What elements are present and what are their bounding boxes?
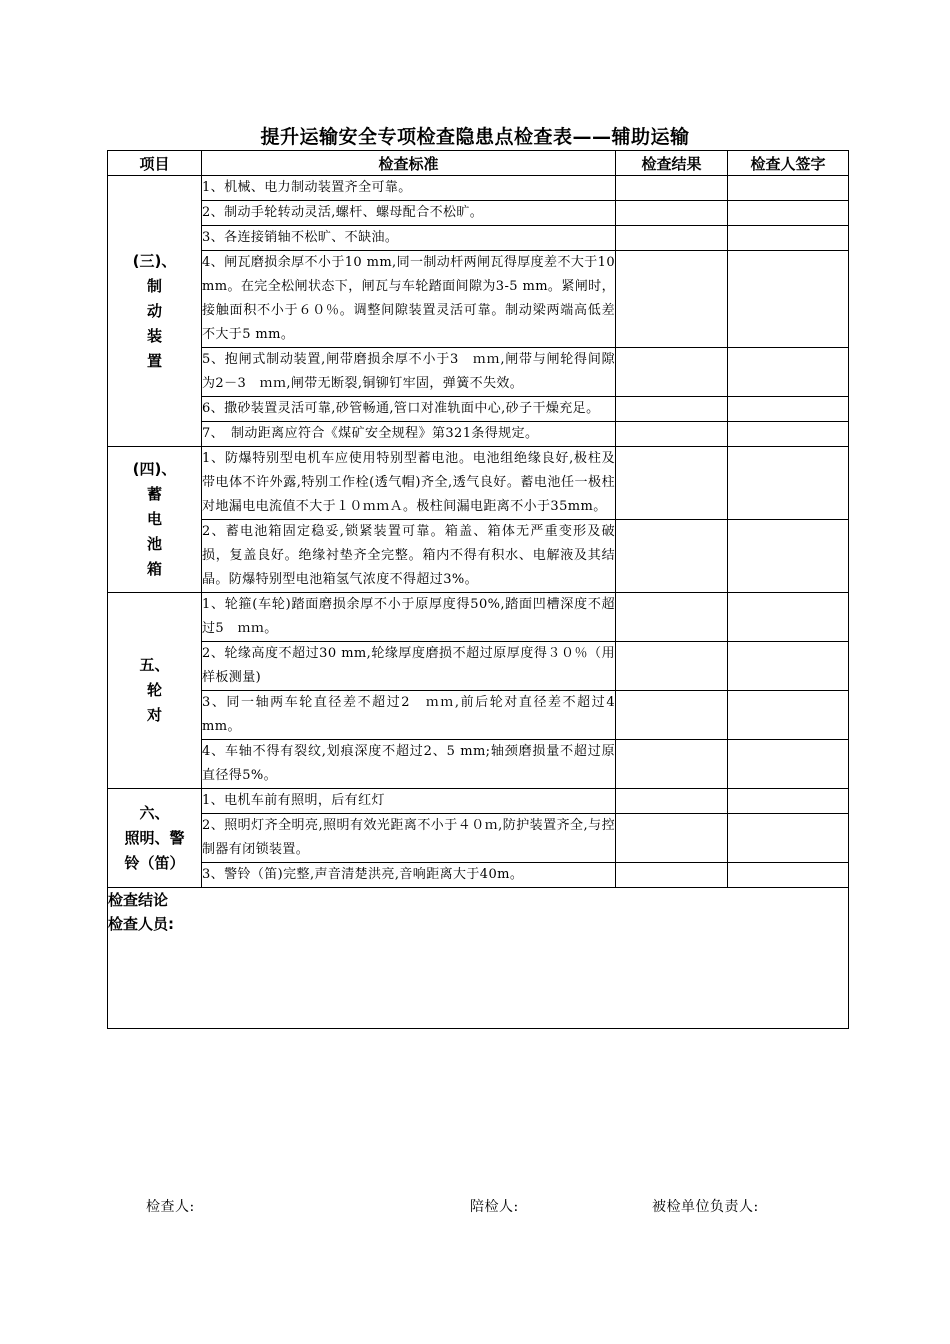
section-label-line: 五、 [139, 656, 170, 674]
standard-text: 1、电机车前有照明，后有红灯 [202, 789, 616, 814]
section-label-line: 制 [146, 276, 162, 295]
standard-text: 2、蓄电池箱固定稳妥,锁紧装置可靠。箱盖、箱体无严重变形及破损，复盖良好。绝缘衬垫齐全完整。箱内不得有积水、电解液及其结晶。防爆特别型电池箱氢气浓度不得超过3%。 [202, 520, 616, 593]
signature-cell[interactable] [728, 348, 849, 397]
standard-text: 3、各连接销轴不松旷、不缺油。 [202, 226, 616, 251]
signature-cell[interactable] [728, 814, 849, 863]
result-cell[interactable] [616, 691, 728, 740]
table-row [108, 397, 849, 422]
table-row [108, 422, 849, 447]
footer-inspector: 检查人: [146, 1199, 195, 1215]
result-cell[interactable] [616, 447, 728, 520]
standard-text: 4、车轴不得有裂纹,划痕深度不超过2、5 mm;轴颈磨损量不超过原直径得5%。 [202, 740, 616, 789]
section-label-line: 蓄 [146, 485, 162, 503]
footer-unit-head: 被检单位负责人: [652, 1199, 759, 1215]
table-row [108, 348, 849, 397]
section-label-line: 照明、警 [124, 828, 185, 847]
standard-text: 2、照明灯齐全明亮,照明有效光距离不小于４０ｍ,防护装置齐全,与控制器有闭锁装置。 [202, 814, 616, 863]
standard-text: 2、轮缘高度不超过30 mm,轮缘厚度磨损不超过原厚度得３０％（用样板测量) [202, 642, 616, 691]
signature-cell[interactable] [728, 691, 849, 740]
result-cell[interactable] [616, 348, 728, 397]
table-row [108, 447, 849, 520]
header-standard: 检查标准 [202, 151, 616, 176]
table-row [108, 740, 849, 789]
result-cell[interactable] [616, 740, 728, 789]
section-label-line: (四)、 [132, 460, 177, 478]
section-label-line: 池 [146, 535, 162, 553]
standard-text: 4、闸瓦磨损余厚不小于10 mm,同一制动杆两闸瓦得厚度差不大于10 mm。在完全松闸状态下，闸瓦与车轮踏面间隙为3-5 mm。紧闸时，接触面积不小于６０％。调整间隙装置灵活可靠。制动梁两端高低差不大于5 mm。 [202, 251, 616, 348]
table-row [108, 251, 849, 348]
table-row [108, 520, 849, 593]
signature-cell[interactable] [728, 251, 849, 348]
standard-text: 2、制动手轮转动灵活,螺杆、螺母配合不松旷。 [202, 201, 616, 226]
table-row [108, 201, 849, 226]
section-label-line: 铃（笛） [124, 853, 185, 872]
section-label-line: 置 [146, 351, 162, 370]
header-result: 检查结果 [616, 151, 728, 176]
section-label-line: 对 [146, 706, 162, 724]
header-item: 项目 [108, 151, 202, 176]
inspectors-label: 检查人员: [108, 915, 174, 933]
table-row [108, 789, 849, 814]
result-cell[interactable] [616, 251, 728, 348]
page-title: 提升运输安全专项检查隐患点检查表——辅助运输 [260, 126, 690, 148]
table-row [108, 863, 849, 888]
signature-cell[interactable] [728, 740, 849, 789]
result-cell[interactable] [616, 201, 728, 226]
result-cell[interactable] [616, 642, 728, 691]
section-label [108, 789, 202, 888]
result-cell[interactable] [616, 397, 728, 422]
signature-cell[interactable] [728, 593, 849, 642]
footer-accompany: 陪检人: [470, 1199, 519, 1215]
signature-cell[interactable] [728, 226, 849, 251]
section-label-line: 电 [146, 510, 162, 528]
standard-text: 5、抱闸式制动装置,闸带磨损余厚不小于3 ｍｍ,闸带与闸轮得间隙为2－3 ｍｍ,闸带无断裂,铜铆钉牢固，弹簧不失效。 [202, 348, 616, 397]
section-label-line: 六、 [139, 803, 170, 822]
signature-cell[interactable] [728, 642, 849, 691]
result-cell[interactable] [616, 422, 728, 447]
result-cell[interactable] [616, 593, 728, 642]
table-row [108, 642, 849, 691]
section-label [108, 176, 202, 447]
header-signature: 检查人签字 [728, 151, 849, 176]
standard-text: 1、轮箍(车轮)踏面磨损余厚不小于原厚度得50%,踏面凹槽深度不超过5 ｍｍ。 [202, 593, 616, 642]
table-row [108, 814, 849, 863]
standard-text: 7、 制动距离应符合《煤矿安全规程》第321条得规定。 [202, 422, 616, 447]
conclusion-label: 检查结论 [108, 891, 169, 909]
standard-text: 3、同一轴两车轮直径差不超过2 ｍｍ,前后轮对直径差不超过4 mm。 [202, 691, 616, 740]
standard-text: 1、机械、电力制动装置齐全可靠。 [202, 176, 616, 201]
signature-cell[interactable] [728, 176, 849, 201]
table-row [108, 593, 849, 642]
signature-cell[interactable] [728, 422, 849, 447]
signature-cell[interactable] [728, 201, 849, 226]
result-cell[interactable] [616, 814, 728, 863]
conclusion-cell[interactable] [108, 888, 849, 1029]
table-row [108, 691, 849, 740]
signature-cell[interactable] [728, 520, 849, 593]
standard-text: 1、防爆特别型电机车应使用特别型蓄电池。电池组绝缘良好,极柱及带电体不许外露,特别工作栓(透气帽)齐全,透气良好。蓄电池任一极柱对地漏电电流值不大于１０ｍｍＡ。极柱间漏电距离不小于35mm。 [202, 447, 616, 520]
conclusion-row [108, 888, 849, 1029]
section-label-line: 装 [146, 326, 162, 345]
table-body [108, 176, 849, 888]
table-row [108, 176, 849, 201]
result-cell[interactable] [616, 226, 728, 251]
result-cell[interactable] [616, 863, 728, 888]
result-cell[interactable] [616, 789, 728, 814]
standard-text: 6、撒砂装置灵活可靠,砂管畅通,管口对准轨面中心,砂子干燥充足。 [202, 397, 616, 422]
section-label-line: 轮 [146, 681, 162, 699]
section-label [108, 593, 202, 789]
table-row [108, 226, 849, 251]
result-cell[interactable] [616, 520, 728, 593]
section-label [108, 447, 202, 593]
inspection-table [107, 150, 849, 1029]
signature-cell[interactable] [728, 863, 849, 888]
standard-text: 3、警铃（笛)完整,声音清楚洪亮,音响距离大于40m。 [202, 863, 616, 888]
signature-cell[interactable] [728, 397, 849, 422]
section-label-line: 动 [146, 301, 162, 320]
signature-cell[interactable] [728, 447, 849, 520]
section-label-line: (三)、 [132, 251, 177, 270]
result-cell[interactable] [616, 176, 728, 201]
section-label-line: 箱 [146, 560, 162, 578]
header-row [108, 151, 849, 176]
signature-cell[interactable] [728, 789, 849, 814]
